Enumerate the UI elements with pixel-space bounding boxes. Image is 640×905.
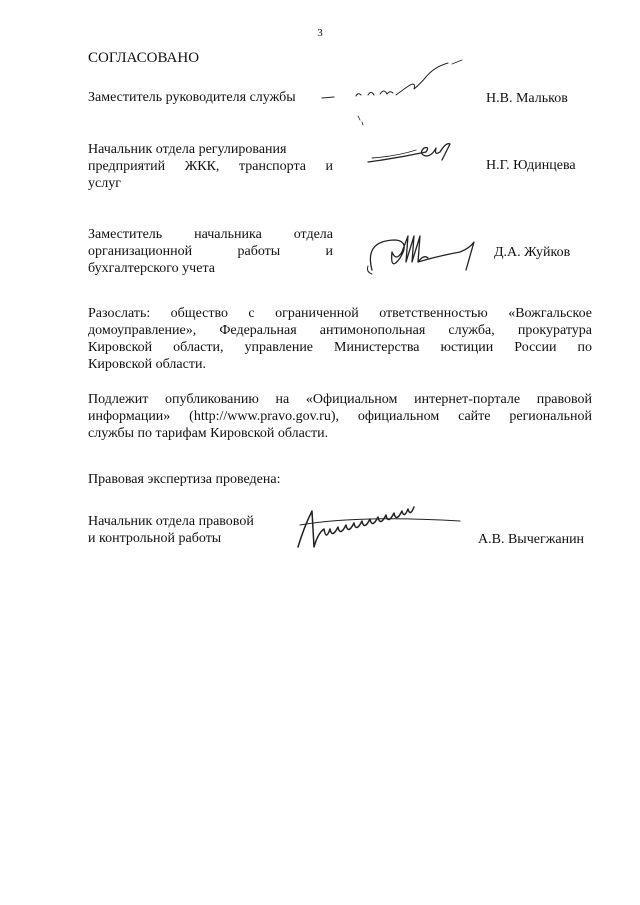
distribution-line: домоуправление», Федеральная антимонопольная служба, прокуратура: [88, 323, 592, 338]
legal-signatory-position-line: Начальник отдела правовой: [88, 514, 254, 529]
approval-1-position-line: Заместитель руководителя службы: [88, 90, 296, 105]
approval-2-position: [88, 141, 333, 192]
legal-signatory-position: [88, 513, 288, 547]
publication-line: информации» (http://www.pravo.gov.ru), официальном сайте региональной: [88, 409, 592, 424]
approval-1-name: Н.В. Мальков: [486, 91, 568, 106]
approval-3-signature: [362, 222, 492, 282]
approval-3-position-line: бухгалтерского учета: [88, 261, 215, 276]
distribution-paragraph: [88, 305, 592, 373]
approval-2-position-line: Начальник отдела регулирования: [88, 142, 287, 157]
publication-line: службы по тарифам Кировской области.: [88, 426, 329, 441]
approval-3-position-line: Заместитель начальника отдела: [88, 227, 333, 242]
agreed-heading: СОГЛАСОВАНО: [88, 50, 200, 66]
approval-2-position-line: услуг: [88, 176, 121, 191]
approval-3-position-line: организационной работы и: [88, 244, 333, 259]
approval-2-signature: [366, 136, 476, 176]
page-number: 3: [317, 27, 323, 39]
approval-3-name: Д.А. Жуйков: [494, 245, 571, 260]
legal-review-statement: Правовая экспертиза проведена:: [88, 472, 281, 487]
publication-line: Подлежит опубликованию на «Официальном интернет-портале правовой: [88, 392, 592, 407]
approval-2-name: Н.Г. Юдинцева: [486, 158, 576, 173]
distribution-line: Разослать: общество с ограниченной ответственностью «Вожгальское: [88, 306, 592, 321]
approval-1-signature: [318, 60, 478, 130]
approval-3-position: [88, 226, 333, 277]
legal-signatory-position-line: и контрольной работы: [88, 531, 222, 546]
publication-paragraph: [88, 391, 592, 442]
legal-signatory-name: А.В. Вычегжанин: [478, 532, 585, 547]
distribution-line: Кировской области.: [88, 357, 206, 372]
legal-signatory-signature: [290, 505, 470, 553]
approval-2-position-line: предприятий ЖКК, транспорта и: [88, 159, 333, 174]
distribution-line: Кировской области, управление Министерства юстиции России по: [88, 340, 592, 355]
approval-1-position: [88, 89, 318, 106]
